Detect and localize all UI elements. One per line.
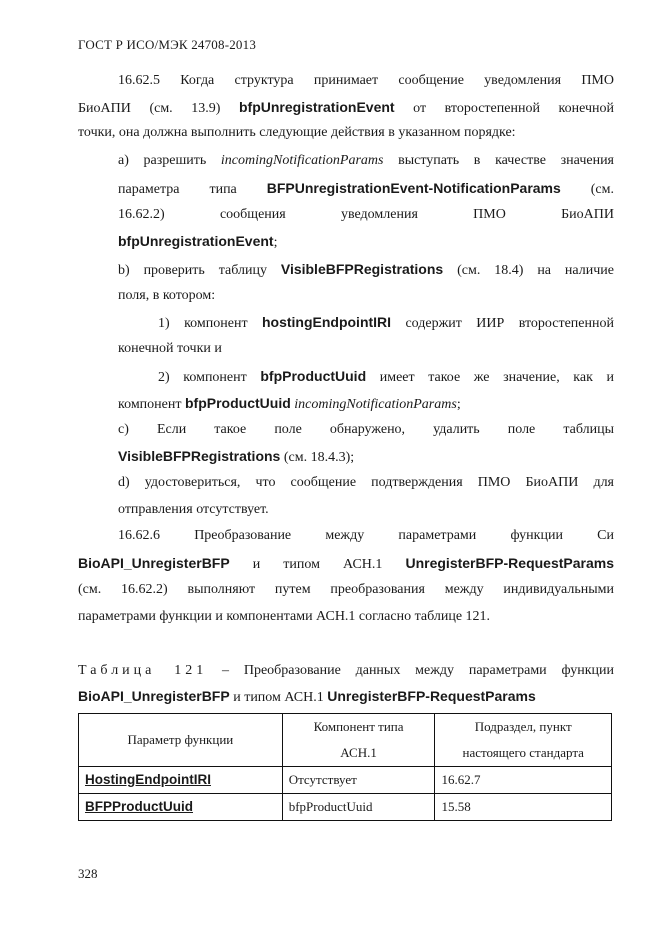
table-cell-param: HostingEndpointIRI bbox=[79, 767, 283, 794]
para-16-62-6-line-3: (см. 16.62.2) выполняют путем преобразования между индивидуальными bbox=[78, 582, 614, 597]
data-table-121 bbox=[78, 713, 612, 821]
para-16-62-5-line-3: точки, она должна выполнить следующие действия в указанном порядке: bbox=[78, 125, 516, 140]
item-d-line-2: отправления отсутствует. bbox=[118, 502, 269, 517]
item-d-line-1: d) удостовериться, что сообщение подтверждения ПМО БиоАПИ для bbox=[118, 475, 614, 490]
page-number: 328 bbox=[78, 866, 98, 881]
table-caption-line-2: BioAPI_UnregisterBFP и типом АСН.1 UnregisterBFP-RequestParams bbox=[78, 688, 536, 705]
table-row bbox=[79, 767, 612, 794]
para-16-62-6-line-1: 16.62.6 Преобразование между параметрами функции Си bbox=[118, 528, 614, 543]
column-header-component: Компонент типа АСН.1 bbox=[282, 714, 435, 767]
item-b-line-1: b) проверить таблицу VisibleBFPRegistrations (см. 18.4) на наличие bbox=[118, 261, 614, 278]
item-a-line-3: 16.62.2) сообщения уведомления ПМО БиоАПИ bbox=[118, 207, 614, 222]
item-b-line-2: поля, в котором: bbox=[118, 288, 216, 303]
para-16-62-5-line-2: БиоАПИ (см. 13.9) bfpUnregistrationEvent от второстепенной конечной bbox=[78, 99, 614, 116]
para-16-62-5-line-1: 16.62.5 Когда структура принимает сообщение уведомления ПМО bbox=[118, 73, 614, 88]
table-cell-section: 15.58 bbox=[435, 794, 612, 821]
item-a-line-4: bfpUnregistrationEvent; bbox=[118, 233, 278, 250]
item-b-sub-2-line-1: 2) компонент bfpProductUuid имеет такое же значение, как и bbox=[158, 368, 615, 385]
column-header-section: Подраздел, пункт настоящего стандарта bbox=[435, 714, 612, 767]
para-16-62-6-line-4: параметрами функции и компонентами АСН.1 согласно таблице 121. bbox=[78, 609, 491, 624]
item-c-line-2: VisibleBFPRegistrations (см. 18.4.3); bbox=[118, 448, 355, 465]
document-header: ГОСТ Р ИСО/МЭК 24708-2013 bbox=[78, 37, 257, 52]
item-b-sub-1-line-1: 1) компонент hostingEndpointIRI содержит ИИР второстепенной bbox=[158, 314, 614, 331]
table-cell-param: BFPProductUuid bbox=[79, 794, 283, 821]
table-row bbox=[79, 794, 612, 821]
table-cell-component: Отсутствует bbox=[282, 767, 435, 794]
para-16-62-6-line-2: BioAPI_UnregisterBFP и типом АСН.1 UnregisterBFP-RequestParams bbox=[78, 555, 614, 572]
table-caption-line-1: Таблица 121 – Преобразование данных между параметрами функции bbox=[78, 663, 614, 678]
item-b-sub-2-line-2: компонент bfpProductUuid incomingNotificationParams; bbox=[118, 395, 461, 412]
item-a-line-1: а) разрешить incomingNotificationParams выступать в качестве значения bbox=[118, 153, 614, 168]
item-c-line-1: с) Если такое поле обнаружено, удалить поле таблицы bbox=[118, 422, 614, 437]
table-cell-component: bfpProductUuid bbox=[282, 794, 435, 821]
column-header-param: Параметр функции bbox=[79, 714, 283, 767]
item-a-line-2: параметра типа BFPUnregistrationEvent-NotificationParams (см. bbox=[118, 180, 614, 197]
table-header-row bbox=[79, 714, 612, 767]
table-cell-section: 16.62.7 bbox=[435, 767, 612, 794]
item-b-sub-1-line-2: конечной точки и bbox=[118, 341, 222, 356]
